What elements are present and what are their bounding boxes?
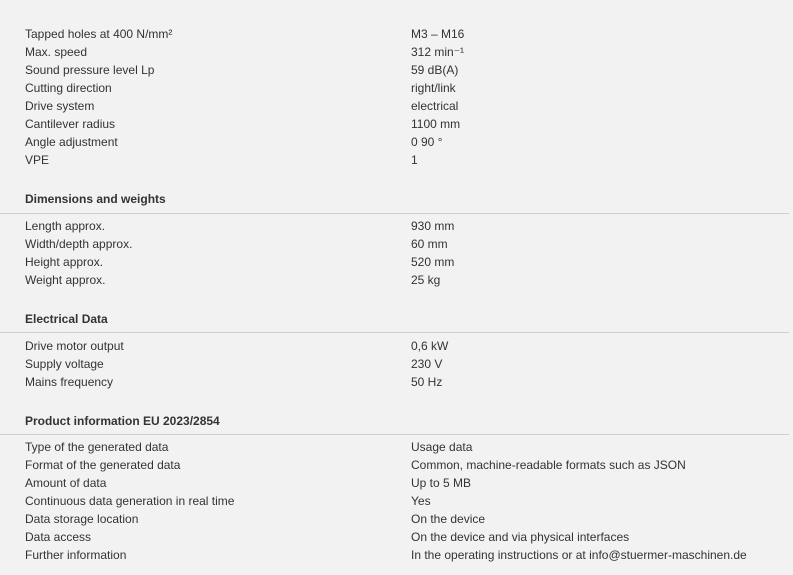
spec-value: 1100 mm <box>411 117 461 131</box>
spec-row <box>0 217 789 235</box>
spec-label: Tapped holes at 400 N/mm² <box>25 27 173 41</box>
spec-value: Common, machine-readable formats such as JSON <box>411 458 686 472</box>
spec-row <box>0 61 789 79</box>
spec-row <box>0 151 789 169</box>
spec-value: 0 90 ° <box>411 135 443 149</box>
spec-row <box>0 97 789 115</box>
spec-row <box>0 133 789 151</box>
spec-label: Weight approx. <box>25 273 106 287</box>
section-title-product-info: Product information EU 2023/2854 <box>25 414 220 428</box>
section-title-dimensions: Dimensions and weights <box>25 192 166 206</box>
spec-label: Cantilever radius <box>25 117 116 131</box>
spec-label: Angle adjustment <box>25 135 118 149</box>
spec-row <box>0 373 789 391</box>
spec-row <box>0 79 789 97</box>
spec-row <box>0 474 789 492</box>
spec-label: Data storage location <box>25 512 139 526</box>
spec-value: 230 V <box>411 357 443 371</box>
spec-row <box>0 115 789 133</box>
spec-value: 50 Hz <box>411 375 443 389</box>
spec-row <box>0 235 789 253</box>
spec-label: Mains frequency <box>25 375 114 389</box>
spec-value: M3 – M16 <box>411 27 465 41</box>
spec-label: Format of the generated data <box>25 458 181 472</box>
spec-row <box>0 528 789 546</box>
spec-label: Width/depth approx. <box>25 237 133 251</box>
spec-value: 25 kg <box>411 273 441 287</box>
section-divider <box>0 213 789 214</box>
spec-value: Up to 5 MB <box>411 476 472 490</box>
spec-value: Yes <box>411 494 431 508</box>
spec-value: 1 <box>411 153 418 167</box>
spec-row <box>0 43 789 61</box>
spec-row <box>0 271 789 289</box>
spec-label: Max. speed <box>25 45 88 59</box>
spec-row <box>0 546 789 564</box>
spec-label: Type of the generated data <box>25 440 169 454</box>
spec-row <box>0 456 789 474</box>
spec-label: VPE <box>25 153 50 167</box>
electrical-table <box>0 337 789 391</box>
spec-row <box>0 438 789 456</box>
section-title-electrical: Electrical Data <box>25 312 108 326</box>
spec-value: right/link <box>411 81 456 95</box>
spec-label: Continuous data generation in real time <box>25 494 235 508</box>
spec-value: 60 mm <box>411 237 448 251</box>
spec-label: Drive motor output <box>25 339 124 353</box>
spec-value: In the operating instructions or at info@stuermer-maschinen.de <box>411 548 747 562</box>
spec-label: Cutting direction <box>25 81 112 95</box>
product-info-table <box>0 438 789 564</box>
spec-label: Length approx. <box>25 219 106 233</box>
spec-value: 0,6 kW <box>411 339 449 353</box>
spec-value: 59 dB(A) <box>411 63 459 77</box>
spec-label: Sound pressure level Lp <box>25 63 155 77</box>
spec-value: 312 min⁻¹ <box>411 45 465 59</box>
section-divider <box>0 332 789 333</box>
spec-label: Further information <box>25 548 127 562</box>
spec-label: Drive system <box>25 99 95 113</box>
general-specs-table <box>0 25 789 169</box>
spec-row <box>0 492 789 510</box>
section-divider <box>0 434 789 435</box>
spec-label: Height approx. <box>25 255 104 269</box>
spec-row <box>0 253 789 271</box>
spec-value: On the device and via physical interfaces <box>411 530 630 544</box>
spec-value: electrical <box>411 99 459 113</box>
spec-label: Data access <box>25 530 92 544</box>
spec-value: Usage data <box>411 440 473 454</box>
dimensions-table <box>0 217 789 289</box>
spec-row <box>0 337 789 355</box>
spec-value: 520 mm <box>411 255 455 269</box>
spec-label: Supply voltage <box>25 357 104 371</box>
spec-row <box>0 25 789 43</box>
spec-row <box>0 355 789 373</box>
spec-value: 930 mm <box>411 219 455 233</box>
spec-label: Amount of data <box>25 476 107 490</box>
spec-value: On the device <box>411 512 486 526</box>
spec-row <box>0 510 789 528</box>
